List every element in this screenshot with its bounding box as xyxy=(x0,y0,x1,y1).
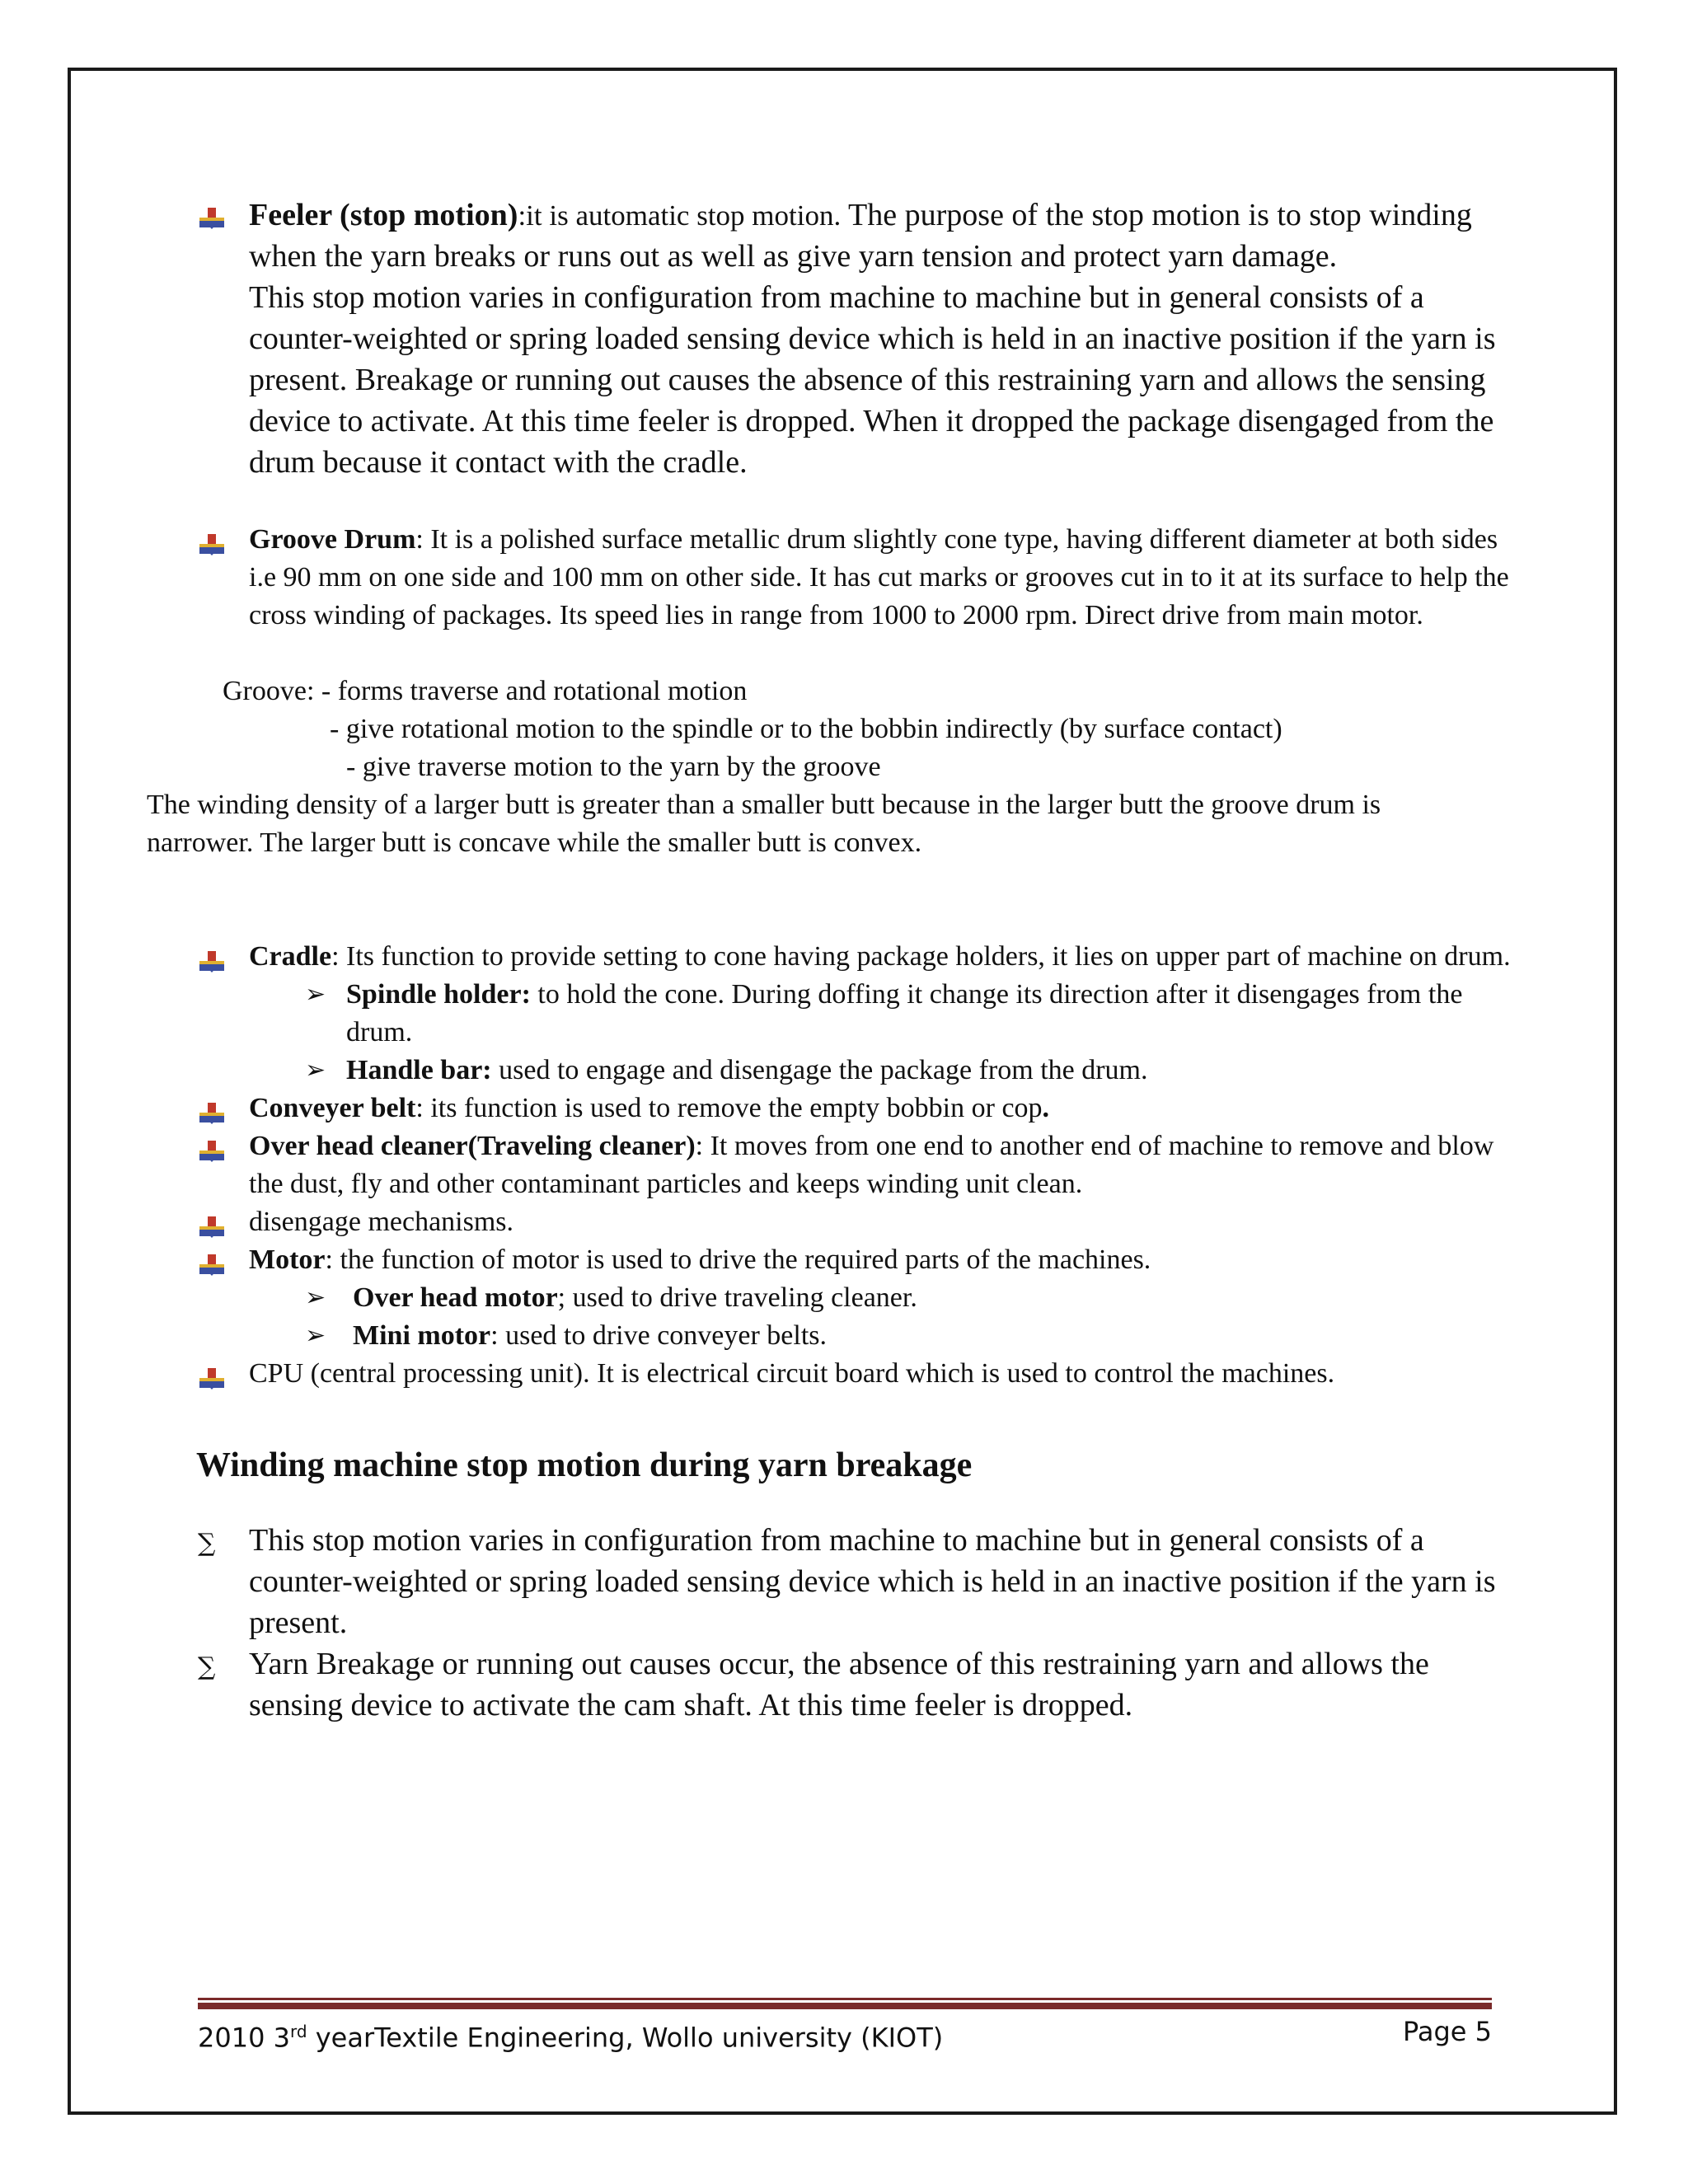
footer-year: 2010 3 xyxy=(198,2022,290,2054)
conveyer-text xyxy=(249,1090,1517,1127)
sigma-bullet-icon: ∑ xyxy=(198,1529,216,1558)
section-list xyxy=(198,1520,1517,1726)
handle-bar-text xyxy=(346,1052,1517,1090)
bullet-icon xyxy=(198,1101,226,1126)
list-item-conveyer xyxy=(198,1090,1517,1127)
groove-line-1: Groove: - forms traverse and rotational motion xyxy=(223,676,748,706)
footer-title xyxy=(198,2011,943,2059)
feeler-intro: :it is automatic stop motion. xyxy=(518,199,842,232)
list-item-overhead-motor xyxy=(198,1279,1517,1317)
section-item xyxy=(198,1643,1517,1726)
conveyer-term: Conveyer belt xyxy=(249,1093,416,1123)
list-item-disengage xyxy=(198,1203,1517,1241)
groove-line-3: - give traverse motion to the yarn by the groove xyxy=(346,752,881,782)
list-item-cradle xyxy=(198,938,1517,976)
overhead-motor-body: ; used to drive traveling cleaner. xyxy=(557,1282,917,1313)
components-list xyxy=(198,938,1517,1393)
section-item-text: Yarn Breakage or running out causes occur, the absence of this restraining yarn and allows the sensing device to activate the cam shaft. At this time feeler is dropped. xyxy=(249,1647,1429,1722)
list-item-cleaner xyxy=(198,1127,1517,1203)
page-content xyxy=(147,194,1517,1726)
groove-drum-term: Groove Drum xyxy=(249,524,416,555)
cradle-body: : Its function to provide setting to cone having package holders, it lies on upper part of machine on drum. xyxy=(331,941,1511,972)
footer-sup: rd xyxy=(289,2022,307,2041)
page-number: Page 5 xyxy=(1403,2016,1492,2047)
list-item-handle-bar xyxy=(198,1052,1517,1090)
bullet-icon xyxy=(198,949,226,974)
motor-text xyxy=(249,1241,1517,1279)
bullet-icon xyxy=(198,1215,226,1240)
arrow-bullet-icon: ➢ xyxy=(305,1056,326,1085)
bullet-icon xyxy=(198,206,226,231)
spindle-holder-text xyxy=(346,976,1517,1052)
spindle-holder-body: to hold the cone. During doffing it change its direction after it disengages from the drum. xyxy=(346,979,1463,1047)
groove-notes xyxy=(147,673,1517,862)
motor-body: : the function of motor is used to drive the required parts of the machines. xyxy=(325,1244,1151,1275)
list-item-spindle-holder xyxy=(198,976,1517,1052)
sigma-bullet-icon: ∑ xyxy=(198,1652,216,1681)
cradle-text xyxy=(249,938,1517,976)
bullet-icon xyxy=(198,1139,226,1164)
section-item-text: This stop motion varies in configuration from machine to machine but in general consists of a counter-weighted or spring loaded sensing device which is held in an inactive position if the yarn is present. xyxy=(249,1523,1496,1640)
feeler-text xyxy=(249,194,1517,277)
list-item-feeler xyxy=(198,194,1517,483)
mini-motor-body: : used to drive conveyer belts. xyxy=(490,1320,828,1351)
mini-motor-text xyxy=(353,1317,1517,1355)
arrow-bullet-icon: ➢ xyxy=(305,1283,326,1312)
bullet-icon xyxy=(198,532,226,557)
cleaner-text xyxy=(249,1127,1517,1203)
disengage-text: disengage mechanisms. xyxy=(249,1207,514,1237)
cradle-term: Cradle xyxy=(249,941,332,972)
overhead-motor-term: Over head motor xyxy=(353,1282,558,1313)
footer-rest: yearTextile Engineering, Wollo university (KIOT) xyxy=(307,2022,944,2054)
handle-bar-term: Handle bar: xyxy=(346,1055,492,1085)
cleaner-body: : It moves from one end to another end of machine to remove and blow the dust, fly and other contaminant particles and keeps winding unit clean. xyxy=(249,1131,1494,1199)
feeler-paragraph: This stop motion varies in configuration from machine to machine but in general consists of a counter-weighted or spring loaded sensing device which is held in an inactive position if the yarn is present. Breakage or running out causes the absence of this restraining yarn and allows the sensing device to activate. At this time feeler is dropped. When it dropped the package disengaged from the drum because it contact with the cradle. xyxy=(249,280,1496,480)
overhead-motor-text xyxy=(353,1279,1517,1317)
arrow-bullet-icon: ➢ xyxy=(305,1321,326,1350)
list-item-motor xyxy=(198,1241,1517,1279)
groove-drum-body: : It is a polished surface metallic drum slightly cone type, having different diameter at both sides i.e 90 mm on one side and 100 mm on other side. It has cut marks or grooves cut in to it at its surface to help the cross winding of packages. Its speed lies in range from 1000 to 2000 rpm. Direct drive from main motor. xyxy=(249,524,1509,630)
footer-rule xyxy=(198,1998,1492,2009)
groove-line-2: - give rotational motion to the spindle or to the bobbin indirectly (by surface contact) xyxy=(330,714,1282,744)
list-item-cpu xyxy=(198,1355,1517,1393)
feeler-body: The purpose of the stop motion is to stop winding when the yarn breaks or runs out as well as give yarn tension and protect yarn damage. xyxy=(249,198,1472,274)
section-item xyxy=(198,1520,1517,1643)
arrow-bullet-icon: ➢ xyxy=(305,980,326,1009)
cpu-text: CPU (central processing unit). It is electrical circuit board which is used to control the machines. xyxy=(249,1358,1335,1389)
bullet-icon xyxy=(198,1366,226,1391)
section-heading: Winding machine stop motion during yarn breakage xyxy=(196,1446,973,1484)
spindle-holder-term: Spindle holder: xyxy=(346,979,531,1010)
list-item-mini-motor xyxy=(198,1317,1517,1355)
handle-bar-body: used to engage and disengage the package from the drum. xyxy=(491,1055,1148,1085)
conveyer-end: . xyxy=(1042,1093,1050,1123)
mini-motor-term: Mini motor xyxy=(353,1320,491,1351)
feeler-term: Feeler (stop motion) xyxy=(249,198,518,232)
motor-term: Motor xyxy=(249,1244,326,1275)
conveyer-body: : its function is used to remove the empty bobbin or cop xyxy=(415,1093,1043,1123)
cleaner-term: Over head cleaner(Traveling cleaner) xyxy=(249,1131,696,1161)
list-item-groove-drum xyxy=(198,521,1517,635)
page-footer xyxy=(198,2011,1492,2052)
groove-drum-text xyxy=(249,521,1517,635)
bullet-icon xyxy=(198,1253,226,1277)
groove-paragraph: The winding density of a larger butt is greater than a smaller butt because in the larger butt the groove drum is narrower. The larger butt is concave while the smaller butt is convex. xyxy=(147,790,1381,858)
